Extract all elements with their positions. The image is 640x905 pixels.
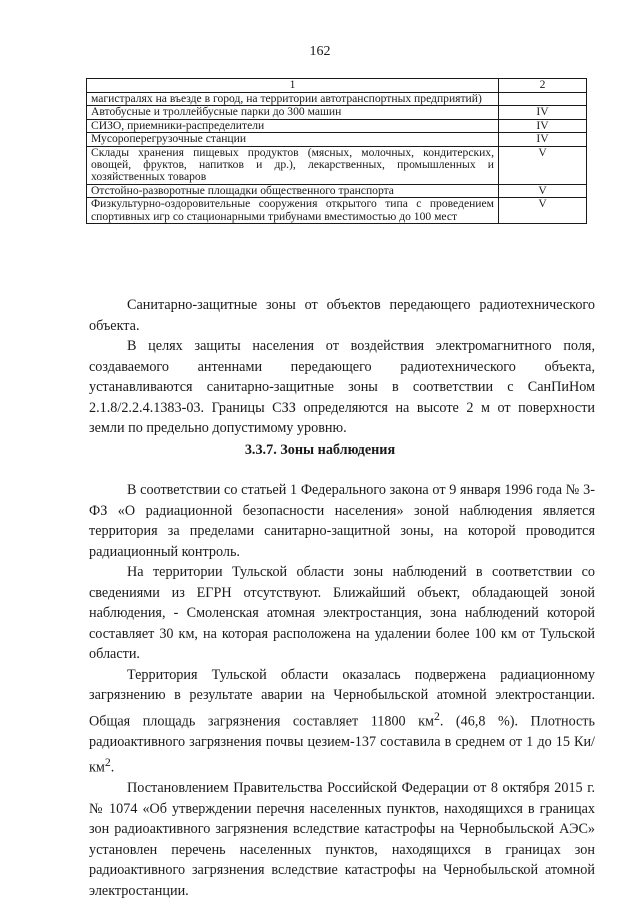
- table-row: [87, 93, 587, 106]
- table-header-cell: 1: [87, 79, 499, 93]
- table-row: [87, 184, 587, 197]
- observation-zone-text: [89, 480, 595, 901]
- facility-cell: Отстойно-разворотные площадки общественного транспорта: [87, 184, 499, 197]
- class-cell: IV: [499, 106, 587, 119]
- class-cell: IV: [499, 119, 587, 132]
- class-cell: [499, 93, 587, 106]
- table-row: [87, 106, 587, 119]
- facility-cell: Мусороперегрузочные станции: [87, 133, 499, 146]
- table-row: [87, 119, 587, 132]
- facility-cell: Физкультурно-оздоровительные сооружения открытого типа с проведением спортивных игр со стационарными трибунами вместимостью до 100 мест: [87, 198, 499, 224]
- superscript: 2: [104, 755, 111, 770]
- class-cell: IV: [499, 133, 587, 146]
- facility-cell: СИЗО, приемники-распределители: [87, 119, 499, 132]
- facility-cell: магистралях на въезде в город, на территории автотранспортных предприятий): [87, 93, 499, 106]
- paragraph-text: . (46,8 %). Плотность радиоактивного загрязнения почвы цезием-137 составила в среднем от 1 до 15 Ки/км: [89, 713, 595, 776]
- table-row: [87, 133, 587, 146]
- contamination-paragraph: [89, 665, 595, 779]
- facility-cell: Автобусные и троллейбусные парки до 300 машин: [87, 106, 499, 119]
- paragraph-text: Постановлением Правительства Российской Федерации от 8 октября 2015 г. № 1074 «Об утверждении перечня населенных пунктов, находящихся в границах зон радиоактивного загрязнения вследствие катастрофы на Чернобыльской АЭС» установлен перечень населенных пунктов, находящихся в границах зон радиоактивного загрязнения вследствие катастрофы на Чернобыльской атомной электростанции.: [89, 780, 595, 899]
- paragraph-text: .: [110, 759, 115, 776]
- sanitary-class-table: [86, 78, 587, 224]
- table-header-row: [87, 79, 587, 93]
- section-heading: 3.3.7. Зоны наблюдения: [244, 442, 396, 458]
- paragraph: [89, 562, 595, 665]
- class-cell: V: [499, 146, 587, 184]
- paragraph: [89, 336, 595, 439]
- paragraph-text: Санитарно-защитные зоны от объектов передающего радиотехнического объекта.: [89, 297, 595, 334]
- paragraph-text: На территории Тульской области зоны наблюдений в соответствии со сведениями из ЕГРН отсутствуют. Ближайший объект, обладающей зоной наблюдения, - Смоленская атомная электростанция, зона наблюдений которой составляет 30 км, на которая расположена на удалении более 100 км от Тульской области.: [89, 564, 595, 662]
- class-cell: V: [499, 198, 587, 224]
- paragraph-text: В целях защиты населения от воздействия электромагнитного поля, создаваемого антеннами передающего радиотехнического объекта, устанавливаются санитарно-защитные зоны в соответствии с СанПиНом 2.1.8/2.2.4.1383-03. Границы СЗЗ определяются на высоте 2 м от поверхности земли по предельно допустимому уровню.: [89, 338, 595, 436]
- facility-cell: Склады хранения пищевых продуктов (мясных, молочных, кондитерских, овощей, фруктов, напитков и др.), лекарственных, промышленных и хозяйственных товаров: [87, 146, 499, 184]
- class-cell: V: [499, 184, 587, 197]
- table-row: [87, 198, 587, 224]
- paragraph-text: В соответствии со статьей 1 Федерального закона от 9 января 1996 года № 3-ФЗ «О радиационной безопасности населения» зоной наблюдения является территория за пределами санитарно-защитной зоны, на которой проводится радиационный контроль.: [89, 482, 595, 560]
- page-number: 162: [309, 44, 331, 59]
- paragraph: [89, 295, 595, 336]
- paragraph: [89, 778, 595, 901]
- superscript: 2: [433, 708, 440, 723]
- paragraph: [89, 480, 595, 562]
- table-header-cell: 2: [499, 79, 587, 93]
- table-row: [87, 146, 587, 184]
- paragraph-text: Территория Тульской области оказалась подвержена радиационному загрязнению в результате аварии на Чернобыльской атомной электростанции. Общая площадь загрязнения составляет 11800 км: [89, 666, 595, 730]
- sanitary-zone-text: [89, 295, 595, 439]
